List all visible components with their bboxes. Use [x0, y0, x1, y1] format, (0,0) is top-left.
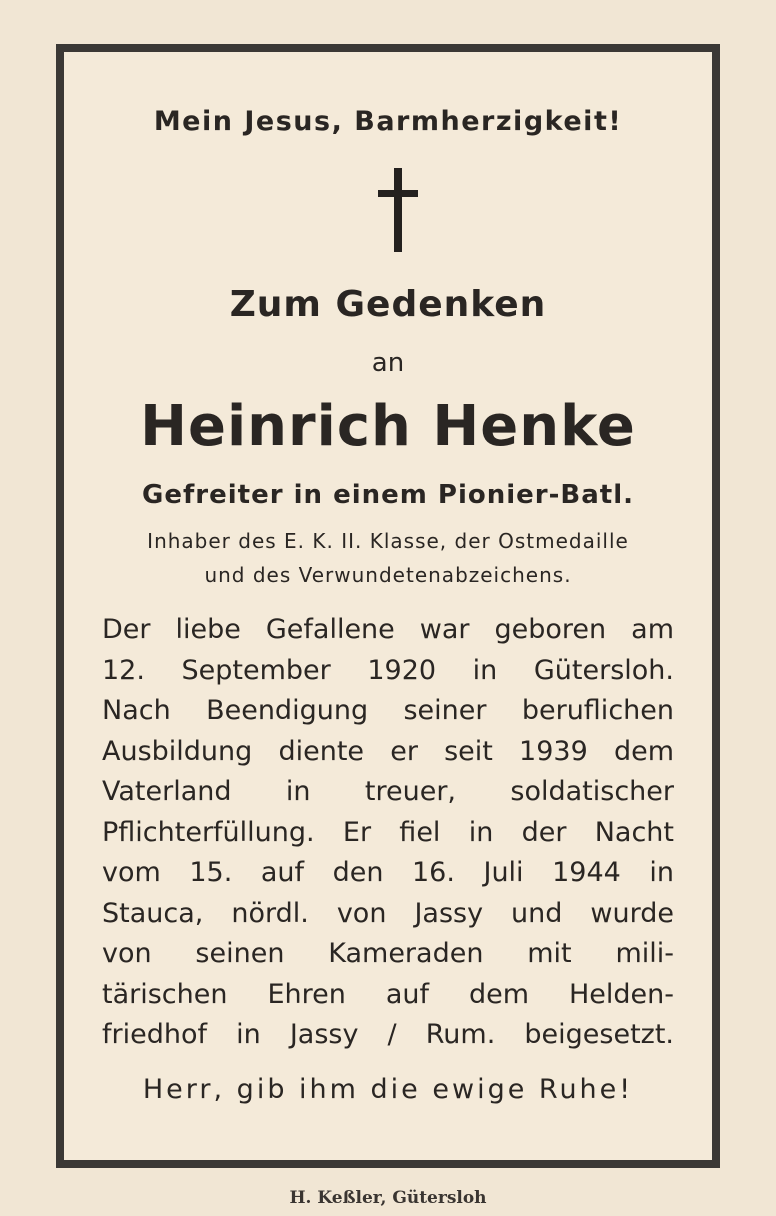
biography-line: von seinen Kameraden mit mili- — [102, 938, 674, 969]
cross-icon — [378, 168, 418, 252]
honors-block — [64, 524, 712, 592]
memorial-heading: Zum Gedenken — [229, 284, 547, 325]
invocation-text: Mein Jesus, Barmherzigkeit! — [153, 106, 623, 137]
preposition-text: an — [371, 348, 405, 378]
biography-line: 12. September 1920 in Gütersloh. — [102, 654, 674, 686]
honors-line: und des Verwundetenabzeichens. — [204, 563, 572, 587]
deceased-name: Heinrich Henke — [140, 394, 636, 459]
memorial-card — [56, 44, 720, 1168]
honors-line: Inhaber des E. K. II. Klasse, der Ostmedaille — [147, 529, 629, 553]
biography-line: Ausbildung diente er seit 1939 dem — [102, 735, 674, 767]
biography-line: Der liebe Gefallene war geboren am — [102, 614, 674, 645]
closing-prayer: Herr, gib ihm die ewige Ruhe! — [142, 1074, 634, 1105]
biography-text — [102, 610, 674, 1056]
biography-line: tärischen Ehren auf dem Helden- — [102, 978, 674, 1010]
printer-imprint: H. Keßler, Gütersloh — [289, 1188, 487, 1208]
biography-line: Nach Beendigung seiner beruflichen — [102, 695, 674, 726]
biography-line: vom 15. auf den 16. Juli 1944 in — [102, 857, 674, 888]
biography-line: friedhof in Jassy / Rum. beigesetzt. — [102, 1019, 674, 1050]
biography-line: Vaterland in treuer, soldatischer — [102, 776, 674, 807]
biography-line: Pflichterfüllung. Er fiel in der Nacht — [102, 816, 674, 848]
military-rank: Gefreiter in einem Pionier-Batl. — [142, 480, 634, 510]
biography-line: Stauca, nördl. von Jassy und wurde — [102, 897, 674, 929]
